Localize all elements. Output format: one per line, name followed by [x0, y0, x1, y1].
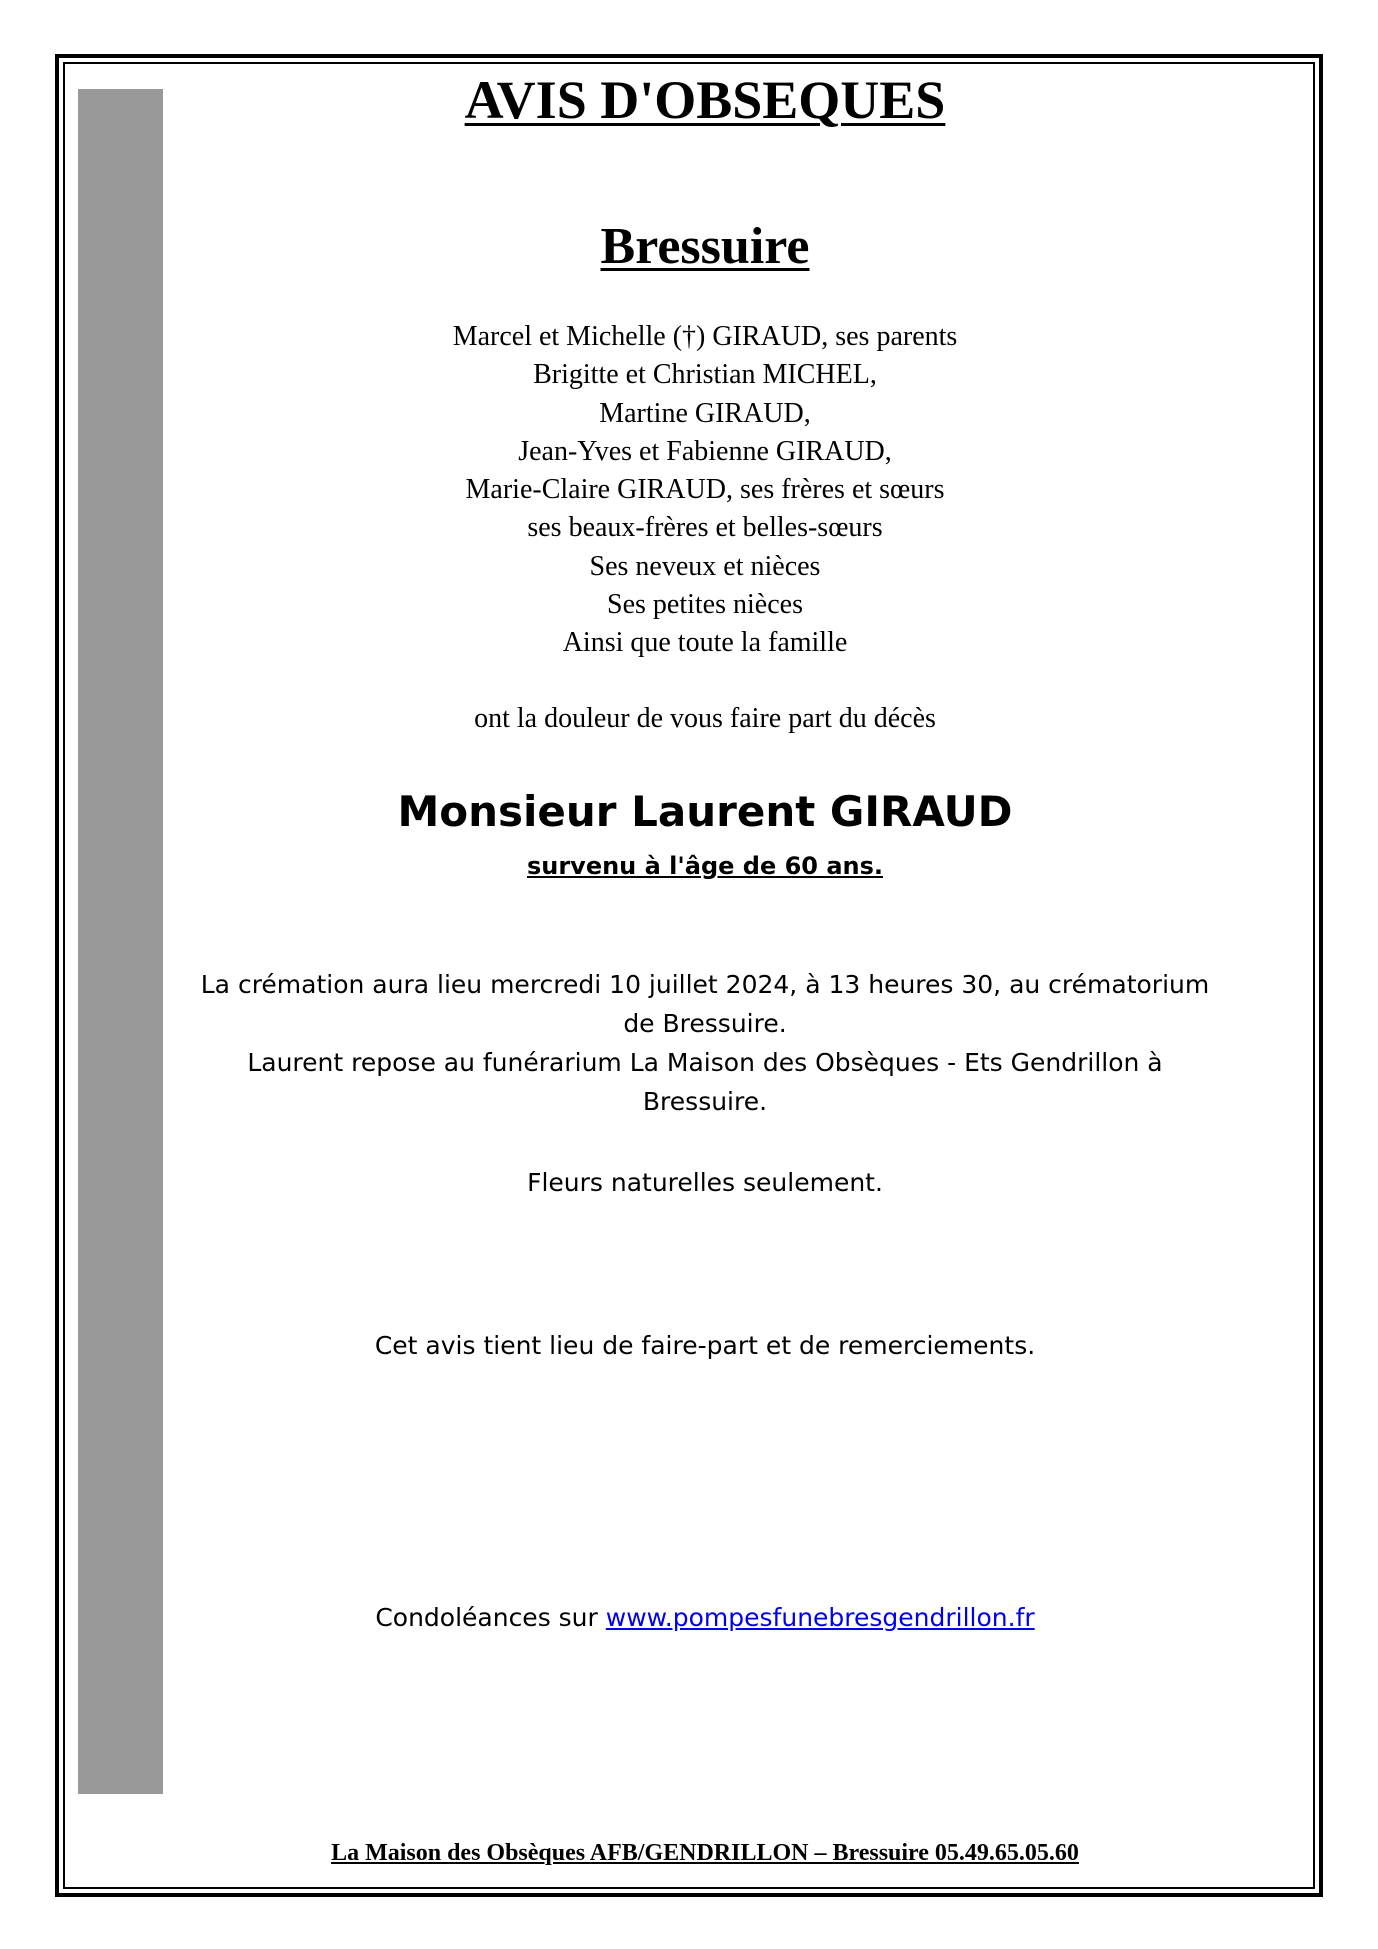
condolences-link[interactable]: www.pompesfunebresgendrillon.fr	[605, 1603, 1035, 1632]
footer-contact: La Maison des Obsèques AFB/GENDRILLON – Bressuire 05.49.65.05.60	[331, 1840, 1079, 1866]
condolences-line	[170, 1598, 1240, 1637]
family-line: Marcel et Michelle (†) GIRAUD, ses parents	[452, 321, 958, 352]
deceased-name: Monsieur Laurent GIRAUD	[397, 787, 1013, 836]
family-line: Ses petites nièces	[607, 589, 803, 621]
family-line: Ses neveux et nièces	[589, 550, 821, 582]
family-list	[170, 318, 1240, 663]
family-line: Martine GIRAUD,	[599, 397, 811, 429]
deceased-age: survenu à l'âge de 60 ans.	[526, 852, 884, 880]
family-line: Brigitte et Christian MICHEL,	[533, 359, 877, 391]
notice-title: AVIS D'OBSEQUES	[464, 70, 946, 130]
announcement-text: ont la douleur de vous faire part du décès	[474, 703, 936, 734]
family-line: Jean-Yves et Fabienne GIRAUD,	[518, 435, 892, 467]
details-line: de Bressuire.	[623, 1009, 787, 1038]
ceremony-details	[170, 965, 1240, 1121]
details-line: Bressuire.	[642, 1087, 768, 1116]
details-line: La crémation aura lieu mercredi 10 juillet 2024, à 13 heures 30, au crématorium	[200, 970, 1210, 999]
condolences-prefix: Condoléances sur	[375, 1603, 606, 1632]
notice-statement: Cet avis tient lieu de faire-part et de remerciements.	[374, 1331, 1036, 1360]
flowers-note: Fleurs naturelles seulement.	[527, 1168, 883, 1197]
city-heading: Bressuire	[600, 218, 810, 275]
details-line: Laurent repose au funérarium La Maison des Obsèques - Ets Gendrillon à	[247, 1048, 1163, 1077]
family-line: Ainsi que toute la famille	[562, 627, 848, 659]
family-line: Marie-Claire GIRAUD, ses frères et sœurs	[465, 474, 945, 506]
decorative-side-bar	[78, 89, 163, 1794]
family-line: ses beaux-frères et belles-sœurs	[527, 512, 883, 544]
